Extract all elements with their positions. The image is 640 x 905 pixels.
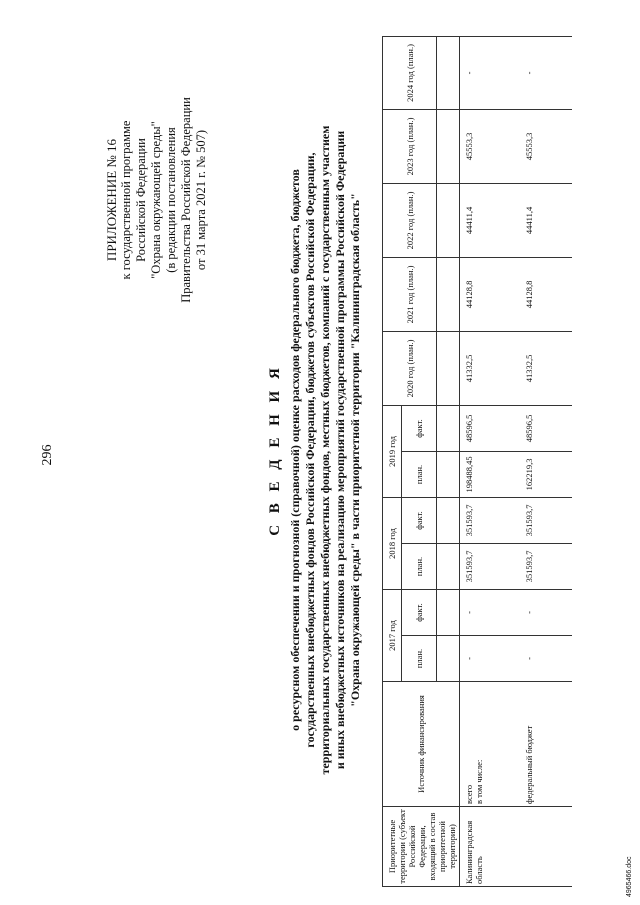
appendix-header: [104, 35, 209, 365]
appendix-line: от 31 марта 2021 г. № 507): [194, 129, 208, 271]
table-row: [460, 36, 521, 886]
cell-value: 48596,5: [520, 405, 572, 451]
cell-value: 41332,5: [460, 331, 521, 405]
cell-value: 44128,8: [520, 257, 572, 331]
column-header-source: Источник финансирования: [383, 682, 460, 807]
title-line: территориальных государственных внебюджетных фондов, местных бюджетов, компаний с государственным участием: [318, 125, 332, 775]
cell-value: -: [520, 589, 572, 635]
cell-value: 351593,7: [520, 497, 572, 543]
title-line: государственных внебюджетных фондов Российской Федерации, бюджетов субъектов Российской Федерации,: [303, 152, 317, 748]
appendix-line: (в редакции постановления: [164, 127, 178, 273]
column-header-plan-year: 2021 год (план.): [383, 257, 437, 331]
column-header-fact: факт.: [402, 589, 437, 635]
cell-value: 48596,5: [460, 405, 521, 451]
appendix-line: к государственной программе: [119, 120, 133, 280]
header-spacer: [437, 36, 460, 109]
cell-value: 162219,3: [520, 451, 572, 497]
cell-value: -: [460, 36, 521, 109]
column-header-fact: факт.: [402, 405, 437, 451]
cell-source: [460, 682, 521, 807]
cell-value: 351593,7: [460, 497, 521, 543]
appendix-line: Российской Федерации: [134, 138, 148, 262]
header-spacer: [437, 543, 460, 589]
cell-value: -: [460, 636, 521, 682]
cell-value: 45553,3: [520, 109, 572, 183]
document-title: С В Е Д Е Н И Я: [267, 364, 283, 536]
document-title-block: [268, 50, 363, 850]
cell-value: 198488,45: [460, 451, 521, 497]
column-header-fact: факт.: [402, 497, 437, 543]
cell-territory: Калининградская область: [460, 807, 521, 887]
cell-value: 351593,7: [460, 543, 521, 589]
column-header-plan-year: 2024 год (план.): [383, 36, 437, 109]
column-header-plan: план.: [402, 451, 437, 497]
header-spacer: [437, 405, 460, 451]
column-header-year: 2019 год: [383, 405, 402, 497]
cell-source-label: федеральный бюджет: [524, 725, 534, 804]
table-header-row: [383, 36, 402, 886]
column-header-plan-year: 2023 год (план.): [383, 109, 437, 183]
column-header-plan-year: 2022 год (план.): [383, 183, 437, 257]
title-line: о ресурсном обеспечении и прогнозной (справочной) оценке расходов федерального бюджета, бюджетов: [288, 169, 302, 731]
cell-value: -: [520, 636, 572, 682]
cell-value: 45553,3: [460, 109, 521, 183]
appendix-title: ПРИЛОЖЕНИЕ № 16: [104, 138, 119, 262]
cell-territory: [520, 807, 572, 887]
column-header-year: 2017 год: [383, 589, 402, 681]
table-row: [520, 36, 572, 886]
appendix-line: Правительства Российской Федерации: [179, 97, 193, 303]
header-spacer: [437, 636, 460, 682]
cell-value: -: [460, 589, 521, 635]
header-spacer: [437, 497, 460, 543]
column-header-plan-year: 2020 год (план.): [383, 331, 437, 405]
header-spacer: [437, 331, 460, 405]
cell-source-note: в том числе:: [474, 759, 484, 804]
column-header-year: 2018 год: [383, 497, 402, 589]
header-spacer: [437, 589, 460, 635]
cell-value: 41332,5: [520, 331, 572, 405]
financing-table: [382, 36, 572, 887]
cell-source: [520, 682, 572, 807]
title-line: и иных внебюджетных источников на реализацию мероприятий государственной программы Российской Федерации: [333, 130, 347, 770]
cell-value: 351593,7: [520, 543, 572, 589]
cell-source-label: всего: [464, 784, 474, 804]
appendix-line: "Охрана окружающей среды": [149, 121, 163, 279]
cell-value: 44411,4: [520, 183, 572, 257]
cell-value: 44411,4: [460, 183, 521, 257]
column-header-plan: план.: [402, 636, 437, 682]
cell-value: -: [520, 36, 572, 109]
cell-value: 44128,8: [460, 257, 521, 331]
header-spacer: [437, 183, 460, 257]
header-spacer: [437, 257, 460, 331]
header-spacer: [437, 451, 460, 497]
document-code: 4965466.doc: [626, 856, 633, 897]
page-number: 296: [40, 444, 55, 466]
column-header-plan: план.: [402, 543, 437, 589]
header-spacer: [437, 109, 460, 183]
column-header-territory: Приоритетные территории (субъект Российской Федерации, входящий в состав приоритетной территории): [383, 807, 460, 887]
title-line: "Охрана окружающей среды" в части приоритетной территории "Калининградская область": [348, 193, 362, 707]
